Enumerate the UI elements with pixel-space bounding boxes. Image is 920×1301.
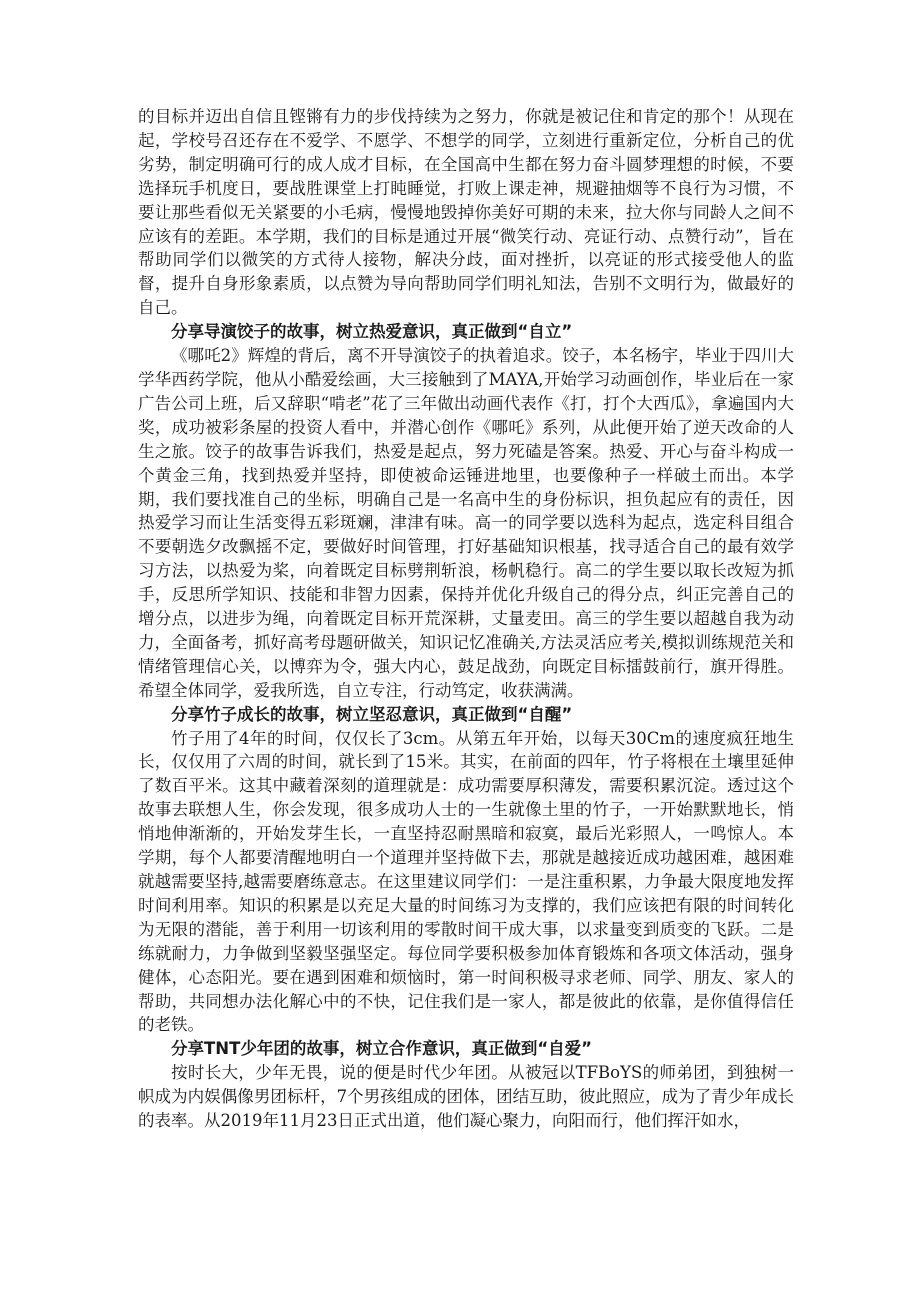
paragraph-jiaozi-story: 《哪吒2》辉煌的背后，离不开导演饺子的执着追求。饺子，本名杨宇，毕业于四川大学华西药学院，他从小酷爱绘画，大三接触到了MAYA,开始学习动画创作，毕业后在一家广告公司上班，后又辞职“啃老”花了三年做出动画代表作《打，打个大西瓜》，拿遍国内大奖，成功被彩条屋的投资人看中，并潜心创作《哪吒》系列，从此便开始了逆天改命的人生之旅。饺子的故事告诉我们，热爱是起点，努力死磕是答案。热爱、开心与奋斗构成一个黄金三角，找到热爱并坚持，即使被命运锤进地里，也要像种子一样破土而出。本学期，我们要找准自己的坐标，明确自己是一名高中生的身份标识，担负起应有的责任，因热爱学习而让生活变得五彩斑斓，津津有味。高一的同学要以选科为起点，选定科目组合不要朝选夕改飘摇不定，要做好时间管理，打好基础知识根基，找寻适合自己的最有效学习方法，以热爱为桨，向着既定目标劈荆斩浪，杨帆稳行。高二的学生要以取长改短为抓手，反思所学知识、技能和非智力因素，保持并优化升级自己的得分点，纠正完善自己的增分点，以进步为绳，向着既定目标开荒深耕，丈量麦田。高三的学生要以超越自我为动力，全面备考，抓好高考母题研做关，知识记忆准确关,方法灵活应考关,模拟训练规范关和情绪管理信心关，以博弈为令，强大内心，鼓足战劲，向既定目标擂鼓前行，旗开得胜。希望全体同学，爱我所选，自立专注，行动笃定，收获满满。 <box>138 346 794 700</box>
document-page <box>138 105 794 1133</box>
paragraph-tnt-story: 按时长大，少年无畏，说的便是时代少年团。从被冠以TFBoYS的师弟团，到独树一帜成为内娱偶像男团标杆，7个男孩组成的团体，团结互助，彼此照应，成为了青少年成长的表率。从2019年11月23日正式出道，他们凝心聚力，向阳而行，他们挥汗如水， <box>138 1063 794 1131</box>
section-heading-ziai: 分享TNT少年团的故事，树立合作意识，真正做到“自爱” <box>171 1039 593 1059</box>
paragraph-bamboo-story: 竹子用了4年的时间，仅仅长了3cm。从第五年开始，以每天30Cm的速度疯狂地生长，仅仅用了六周的时间，就长到了15米。其实，在前面的四年，竹子将根在土壤里延伸了数百平米。这其中藏着深刻的道理就是：成功需要厚积薄发，需要积累沉淀。透过这个故事去联想人生，你会发现，很多成功人士的一生就像土里的竹子，一开始默默地长，悄悄地伸渐渐的，开始发芽生长，一直坚持忍耐黑暗和寂寞，最后光彩照人，一鸣惊人。本学期，每个人都要清醒地明白一个道理并坚持做下去，那就是越接近成功越困难，越困难就越需要坚持,越需要磨练意志。在这里建议同学们：一是注重积累，力争最大限度地发挥时间利用率。知识的积累是以充足大量的时间练习为支撑的，我们应该把有限的时间转化为无限的潜能，善于利用一切该利用的零散时间干成大事，以求量变到质变的飞跃。二是练就耐力，力争做到坚毅坚强坚定。每位同学要积极参加体育锻炼和各项文体活动，强身健体，心态阳光。要在遇到困难和烦恼时，第一时间积极寻求老师、同学、朋友、家人的帮助，共同想办法化解心中的不快，记住我们是一家人，都是彼此的依靠，是你值得信任的老铁。 <box>138 728 794 1035</box>
section-heading-zixing: 分享竹子成长的故事，树立坚忍意识，真正做到“自醒” <box>171 704 573 724</box>
section-heading-zili: 分享导演饺子的故事，树立热爱意识，真正做到“自立” <box>171 322 573 342</box>
paragraph-intro: 的目标并迈出自信且铿锵有力的步伐持续为之努力，你就是被记住和肯定的那个！从现在起，学校号召还存在不爱学、不愿学、不想学的同学，立刻进行重新定位，分析自己的优劣势，制定明确可行的成人成才目标，在全国高中生都在努力奋斗圆梦理想的时候，不要选择玩手机度日，要战胜课堂上打盹睡觉，打败上课走神，规避抽烟等不良行为习惯，不要让那些看似无关紧要的小毛病，慢慢地毁掉你美好可期的未来，拉大你与同龄人之间不应该有的差距。本学期，我们的目标是通过开展“微笑行动、亮证行动、点赞行动”，旨在帮助同学们以微笑的方式待人接物，解决分歧，面对挫折，以亮证的形式接受他人的监督，提升自身形象素质，以点赞为导向帮助同学们明礼知法，告别不文明行为，做最好的自己。 <box>138 107 794 318</box>
